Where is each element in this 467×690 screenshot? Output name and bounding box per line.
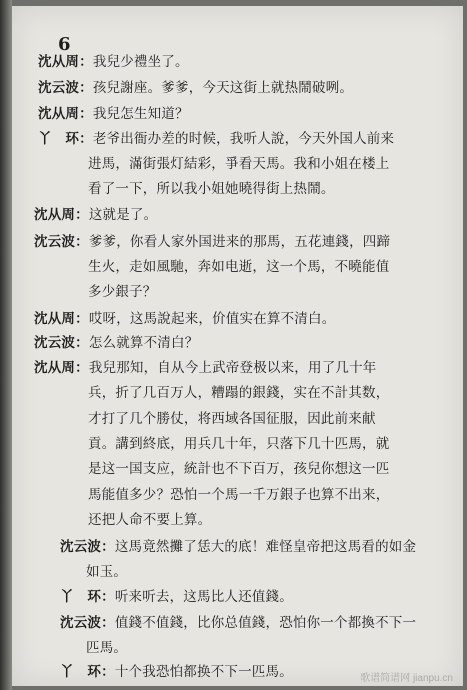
dialogue-text: 匹馬。 [86, 640, 128, 656]
speaker-name: 沈从周： [34, 207, 89, 223]
dialogue-text: 才打了几个勝仗，将西域各国征服，因此前来献 [88, 411, 376, 427]
speaker-name: 沈云波： [34, 234, 89, 250]
script-line [88, 461, 389, 477]
site-watermark: 歌谱简谱网 jianpu.cn [360, 673, 453, 684]
dialogue-text: 多少銀子？ [88, 284, 157, 300]
dialogue-text: 我兒少禮坐了。 [92, 54, 189, 70]
dialogue-text: 十个我恐怕都换不下一匹馬。 [114, 664, 293, 680]
speaker-name: 沈从周： [34, 311, 89, 327]
script-line [88, 181, 335, 197]
script-line [60, 539, 416, 555]
dialogue-text: 值錢不值錢，比你总值錢，恐怕你一个都換不下一 [114, 615, 417, 631]
speaker-name: 丫 环： [60, 664, 115, 680]
script-line [86, 640, 127, 656]
script-line [88, 411, 376, 427]
dialogue-text: 还把人命不要上算。 [88, 512, 212, 528]
script-line [60, 615, 416, 631]
script-line [34, 360, 377, 376]
script-line [38, 131, 394, 147]
dialogue-text: 兵，折了几百万人，糟蹋的銀錢，实在不計其数， [88, 385, 390, 401]
dialogue-text: 老爷出衙办差的时候，我听人說，今天外国人前来 [92, 131, 395, 147]
script-line [34, 311, 335, 327]
dialogue-text: 看了一下，所以我小姐她曉得街上热鬧。 [88, 181, 335, 197]
speaker-name: 沈云波： [60, 539, 115, 555]
dialogue-text: 这就是了。 [88, 207, 158, 223]
speaker-name: 沈从周： [38, 54, 93, 70]
script-line [38, 80, 353, 96]
script-line [88, 385, 389, 401]
dialogue-text: 进馬，滿街張灯結彩，爭看天馬。我和小姐在楼上 [88, 156, 390, 172]
script-line [88, 436, 389, 452]
script-line [86, 564, 127, 580]
script-line [88, 284, 157, 300]
dialogue-text: 这馬竟然攤了恁大的底！难怪皇帝把这馬看的如金 [114, 539, 417, 555]
speaker-name: 沈云波： [38, 80, 93, 96]
script-line [60, 589, 293, 605]
book-spine-shadow [0, 0, 12, 690]
dialogue-text: 生火，走如風馳，奔如电逝，这一个馬，不曉能值 [88, 259, 390, 275]
speaker-name: 沈云波： [60, 615, 115, 631]
script-line [34, 335, 198, 351]
script-line [88, 512, 211, 528]
speaker-name: 丫 环： [60, 589, 115, 605]
speaker-name: 沈从周： [38, 106, 93, 122]
dialogue-text: 我兒那知，自从今上武帝登极以来，用了几十年 [88, 360, 377, 376]
dialogue-text: 如玉。 [86, 564, 128, 580]
dialogue-text: 哎呀，这馬說起来，价值实在算不清白。 [88, 311, 336, 327]
dialogue-text: 孩兒謝座。爹爹，今天这街上就热鬧破咧。 [92, 80, 354, 96]
dialogue-text: 貢。講到終底，用兵几十年，只落下几十匹馬，就 [88, 436, 390, 452]
script-line [38, 106, 189, 122]
script-line [88, 487, 389, 503]
dialogue-text: 是这一国支应，統計也不下百万，孩兒你想这一匹 [88, 461, 390, 477]
page-number: 6 [58, 34, 71, 55]
script-line [88, 259, 389, 275]
dialogue-text: 爹爹，你看人家外国进来的那馬，五花連錢，四蹄 [88, 234, 391, 250]
script-line [34, 207, 157, 223]
dialogue-text: 听来听去，这馬比人还值錢。 [114, 589, 293, 605]
speaker-name: 沈云波： [34, 335, 89, 351]
script-line [38, 54, 189, 70]
speaker-name: 沈从周： [34, 360, 89, 376]
speaker-name: 丫 环： [38, 131, 93, 147]
script-line [60, 664, 293, 680]
dialogue-text: 怎么就算不清白？ [88, 335, 199, 351]
dialogue-text: 我兒怎生知道？ [92, 106, 189, 122]
script-line [34, 234, 390, 250]
dialogue-text: 馬能值多少？恐怕一个馬一千万銀子也算不出来， [88, 487, 390, 503]
script-line [88, 156, 389, 172]
